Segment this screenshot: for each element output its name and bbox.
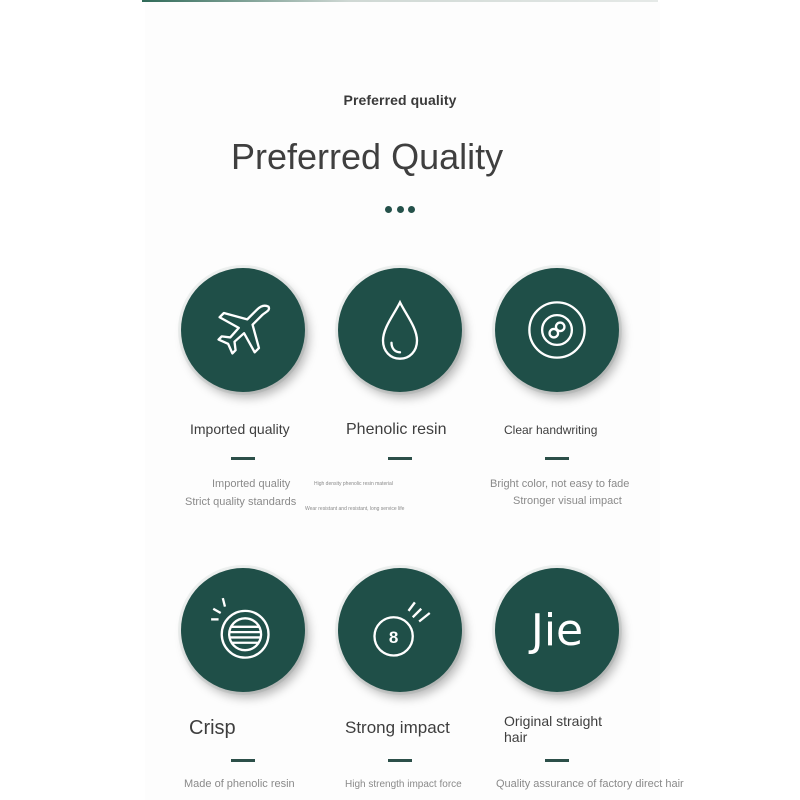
page-title: Preferred Quality [231, 136, 504, 177]
feature-title: Strong impact [345, 718, 450, 737]
title-dash [545, 457, 569, 460]
feature-title: Crisp [189, 717, 236, 739]
feature-title: Imported quality [190, 421, 290, 437]
feature-desc-line: Made of phenolic resin [184, 778, 295, 790]
jie-text-icon [495, 568, 619, 692]
feature-desc-line: Quality assurance of factory direct hair [496, 778, 684, 790]
section-caption: Preferred quality [343, 92, 457, 108]
feature-desc-line: Stronger visual impact [513, 495, 622, 507]
title-dash [388, 759, 412, 762]
feature-desc-line: High density phenolic resin material [314, 481, 393, 487]
title-dash [231, 457, 255, 460]
airplane-icon [181, 268, 305, 392]
feature-title: Clear handwriting [504, 423, 598, 437]
feature-title: Phenolic resin [346, 421, 447, 438]
ball-8-icon [495, 268, 619, 392]
impact-ball-icon [338, 568, 462, 692]
feature-desc-line: Imported quality [212, 478, 291, 490]
droplet-icon [338, 268, 462, 392]
dots-divider [385, 206, 415, 214]
title-dash [545, 759, 569, 762]
title-dash [231, 759, 255, 762]
jie-icon-text: Jie [530, 604, 584, 656]
feature-desc-line: Strict quality standards [185, 496, 297, 508]
title-dash [388, 457, 412, 460]
svg-text:8: 8 [388, 627, 399, 647]
feature-desc-line: Wear resistant and resistant, long service life [305, 506, 405, 512]
feature-title: Original straight hair [504, 713, 603, 745]
feature-desc-line: Bright color, not easy to fade [490, 478, 630, 490]
feature-desc-line: High strength impact force [345, 779, 462, 790]
striped-ball-icon [181, 568, 305, 692]
